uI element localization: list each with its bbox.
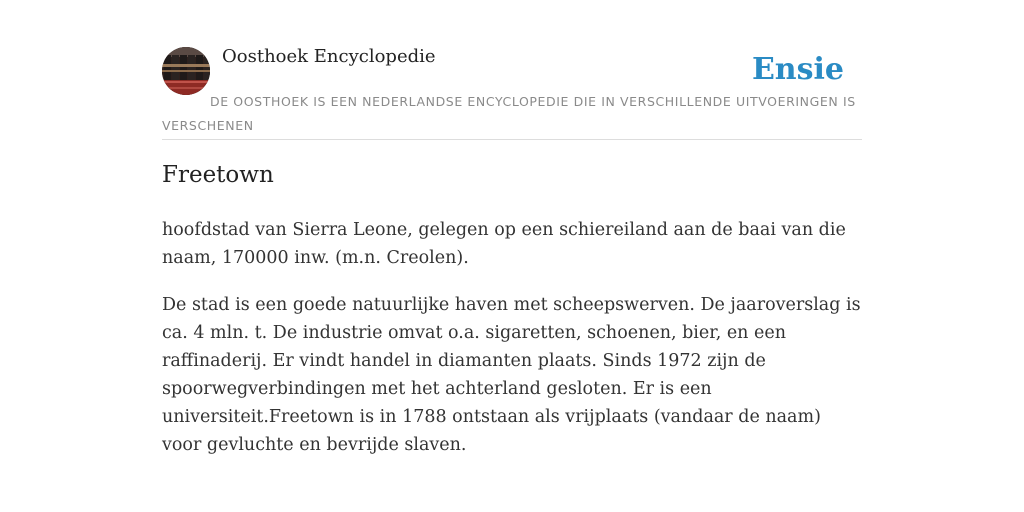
- source-avatar[interactable]: [162, 47, 210, 95]
- source-description: DE OOSTHOEK IS EEN NEDERLANDSE ENCYCLOPEDIE DIE IN VERSCHILLENDE UITVOERINGEN IS VERSCHENEN: [162, 94, 856, 133]
- encyclopedia-books-icon: [162, 47, 210, 95]
- article-title: Freetown: [162, 162, 274, 188]
- ensie-logo-link[interactable]: Ensie: [751, 52, 844, 87]
- article-paragraph: hoofdstad van Sierra Leone, gelegen op een schiereiland aan de baai van die naam, 170000 inw. (m.n. Creolen).: [162, 220, 846, 268]
- source-header: [162, 0, 862, 140]
- source-name[interactable]: Oosthoek Encyclopedie: [222, 46, 436, 67]
- page-container: [162, 0, 862, 455]
- article-paragraph: De stad is een goede natuurlijke haven met scheepswerven. De jaaroverslag is ca. 4 mln. t. De industrie omvat o.a. sigaretten, schoenen, bier, en een raffinaderij. Er vindt handel in diamanten plaats. Sinds 1972 zijn de spoorwegverbindingen met het achterland gesloten. Er is een universiteit.Freetown is in 1788 ontstaan als vrijplaats (vandaar de naam) voor gevluchte en bevrijde slaven.: [162, 295, 861, 455]
